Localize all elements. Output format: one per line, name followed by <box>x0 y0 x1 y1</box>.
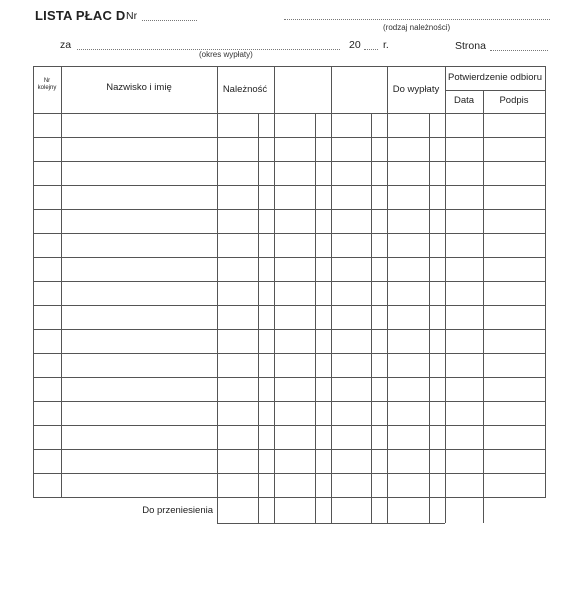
table-row-line <box>33 185 545 186</box>
header-potwierdzenie: Potwierdzenie odbioru <box>447 72 542 83</box>
header-do-wyplaty: Do wypłaty <box>392 84 440 95</box>
table-row-line <box>33 137 545 138</box>
col-sep-minor-1 <box>315 113 316 523</box>
header-nr-kolejny: Nr kolejny <box>37 78 57 91</box>
table-row-line <box>33 161 545 162</box>
payroll-table <box>33 66 545 524</box>
table-row-line <box>33 209 545 210</box>
table-row-line <box>33 281 545 282</box>
footer-do-przeniesienia: Do przeniesienia <box>142 505 213 516</box>
table-row-line <box>33 449 545 450</box>
table-row-line <box>33 497 545 498</box>
header-nazwisko: Nazwisko i imię <box>106 82 172 93</box>
table-row-line <box>33 377 545 378</box>
table-row-line <box>33 305 545 306</box>
footer-right-border <box>445 497 446 523</box>
footer-bottom-line <box>217 523 445 524</box>
col-sep-podpis <box>483 90 484 523</box>
strona-label: Strona <box>455 40 486 52</box>
col-sep-minor-2 <box>371 113 372 523</box>
table-row-line <box>33 113 545 114</box>
form-title: LISTA PŁAC D <box>35 8 126 23</box>
table-row-line <box>33 353 545 354</box>
rodzaj-naleznosci-caption: (rodzaj należności) <box>383 23 451 32</box>
col-sep-major-4 <box>445 66 446 523</box>
table-row-line <box>33 425 545 426</box>
r-label: r. <box>383 39 389 51</box>
col-sep-major-0 <box>217 66 218 523</box>
table-row-line <box>33 401 545 402</box>
table-row-line <box>33 233 545 234</box>
za-label: za <box>60 39 72 51</box>
okres-wyplaty-caption: (okres wypłaty) <box>199 50 253 59</box>
year-label: 20 <box>349 39 361 51</box>
header-naleznosc: Należność <box>222 84 268 95</box>
table-top-border <box>33 66 545 67</box>
col-sep-major-3 <box>387 66 388 523</box>
col-sep-minor-0 <box>258 113 259 523</box>
table-row-line <box>33 473 545 474</box>
nr-label: Nr <box>126 10 138 22</box>
year-field[interactable] <box>364 49 378 50</box>
strona-field[interactable] <box>490 50 548 51</box>
col-sep-minor-3 <box>429 113 430 523</box>
rodzaj-naleznosci-field[interactable] <box>284 19 550 20</box>
col-sep-major-1 <box>274 66 275 523</box>
col-sep-major-2 <box>331 66 332 523</box>
table-right-border <box>545 66 546 498</box>
table-row-line <box>33 329 545 330</box>
header-data: Data <box>453 95 475 106</box>
header-split-potwierdzenie <box>445 90 545 91</box>
nr-field[interactable] <box>142 20 197 21</box>
header-podpis: Podpis <box>499 95 529 106</box>
table-row-line <box>33 257 545 258</box>
table-left-border <box>33 66 34 498</box>
